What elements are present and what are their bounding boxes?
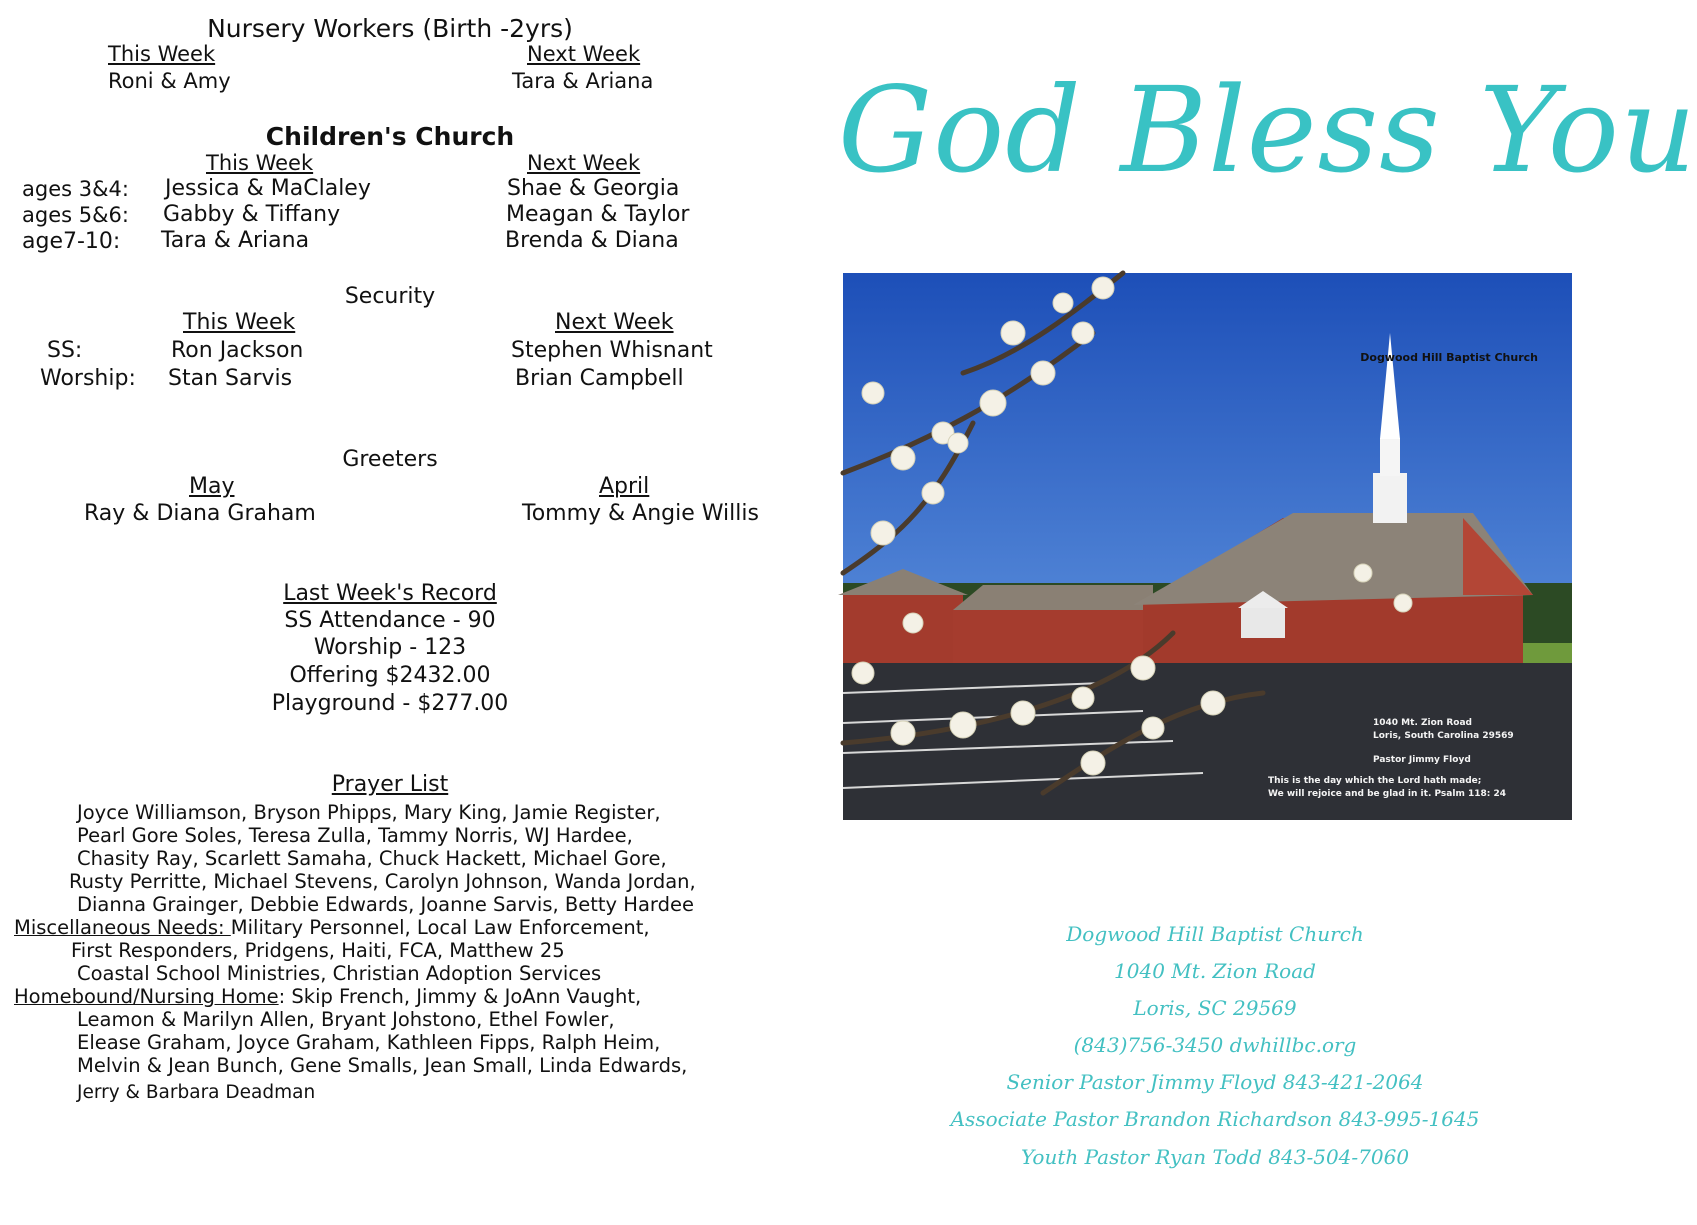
security-next-week-label: Next Week (555, 310, 674, 335)
contact-youth-pastor: Youth Pastor Ryan Todd 843-504-7060 (1020, 1145, 1410, 1169)
security-this-week-label: This Week (183, 310, 296, 335)
security-next-week-2: Brian Campbell (515, 366, 684, 391)
photo-verse-1: This is the day which the Lord hath made; (1268, 776, 1482, 786)
cc-next-week-3: Brenda & Diana (505, 228, 679, 253)
prayer-line-5: Dianna Grainger, Debbie Edwards, Joanne Sarvis, Betty Hardee (77, 893, 694, 916)
steeple-base (1373, 473, 1407, 523)
homebound-label: Homebound/Nursing Home (14, 985, 279, 1008)
prayer-title: Prayer List (331, 772, 449, 797)
cc-next-week-2: Meagan & Taylor (506, 202, 690, 227)
cc-next-week-label: Next Week (527, 151, 641, 175)
nursery-title: Nursery Workers (Birth -2yrs) (207, 14, 573, 43)
homebound-line-2: Leamon & Marilyn Allen, Bryant Johstono, Ethel Fowler, (77, 1008, 615, 1031)
security-title: Security (344, 284, 436, 309)
homebound-line-1 (14, 985, 641, 1008)
contact-church-name: Dogwood Hill Baptist Church (1066, 922, 1364, 946)
record-line-4: Playground - $277.00 (271, 691, 509, 716)
misc-needs-line-2: First Responders, Pridgens, Haiti, FCA, Matthew 25 (71, 939, 565, 962)
security-role-1: SS: (47, 338, 83, 363)
greeters-left-names: Ray & Diana Graham (84, 501, 316, 526)
childrens-church-title: Children's Church (265, 122, 515, 151)
greeters-title: Greeters (342, 447, 438, 472)
cc-next-week-1: Shae & Georgia (507, 176, 680, 201)
nursery-this-week-label: This Week (108, 42, 216, 66)
photo-verse-2: We will rejoice and be glad in it. Psalm 118: 24 (1268, 789, 1506, 799)
prayer-line-2: Pearl Gore Soles, Teresa Zulla, Tammy Norris, WJ Hardee, (77, 824, 633, 847)
contact-senior-pastor: Senior Pastor Jimmy Floyd 843-421-2064 (1006, 1070, 1424, 1094)
nursery-next-week-label: Next Week (527, 42, 641, 66)
cc-this-week-3: Tara & Ariana (161, 228, 310, 253)
record-line-2: Worship - 123 (313, 635, 467, 660)
misc-needs-label: Miscellaneous Needs: (14, 916, 231, 939)
contact-address: 1040 Mt. Zion Road (1114, 959, 1316, 983)
contact-city: Loris, SC 29569 (1133, 996, 1297, 1020)
security-role-2: Worship: (40, 366, 136, 391)
greeters-left-month: May (189, 474, 235, 499)
misc-needs-text-1: Military Personnel, Local Law Enforcement, (230, 916, 650, 939)
record-line-1: SS Attendance - 90 (284, 608, 496, 633)
cc-this-week-1: Jessica & MaClaley (165, 176, 371, 201)
contact-associate-pastor: Associate Pastor Brandon Richardson 843-995-1645 (950, 1107, 1480, 1131)
cc-age-row-1: ages 3&4: (22, 177, 129, 201)
security-next-week-1: Stephen Whisnant (511, 338, 713, 363)
homebound-text-1: : Skip French, Jimmy & JoAnn Vaught, (278, 985, 642, 1008)
prayer-line-3: Chasity Ray, Scarlett Samaha, Chuck Hackett, Michael Gore, (77, 847, 667, 870)
misc-needs-line-3: Coastal School Ministries, Christian Adoption Services (77, 962, 602, 985)
connector-roof (953, 585, 1153, 610)
steeple-tower (1380, 438, 1400, 476)
church-connector (953, 608, 1153, 663)
record-title: Last Week's Record (283, 581, 497, 606)
security-this-week-2: Stan Sarvis (168, 366, 293, 391)
photo-pastor: Pastor Jimmy Floyd (1373, 755, 1471, 765)
photo-address-1: 1040 Mt. Zion Road (1373, 718, 1472, 728)
photo-church-name: Dogwood Hill Baptist Church (1360, 351, 1538, 364)
security-this-week-1: Ron Jackson (171, 338, 304, 363)
god-bless-you-banner: God Bless You (838, 61, 1697, 199)
nursery-this-week: Roni & Amy (108, 69, 231, 93)
church-photo-illustration (843, 273, 1572, 820)
prayer-line-4: Rusty Perritte, Michael Stevens, Carolyn Johnson, Wanda Jordan, (69, 870, 696, 893)
photo-address-2: Loris, South Carolina 29569 (1373, 731, 1514, 741)
homebound-line-3: Elease Graham, Joyce Graham, Kathleen Fipps, Ralph Heim, (77, 1031, 661, 1054)
misc-needs-line-1 (14, 916, 650, 939)
portico (1241, 608, 1285, 638)
cc-this-week-2: Gabby & Tiffany (163, 202, 341, 227)
greeters-right-names: Tommy & Angie Willis (522, 501, 759, 526)
church-photo (843, 273, 1572, 820)
cc-age-row-2: ages 5&6: (22, 203, 129, 227)
homebound-line-5: Jerry & Barbara Deadman (77, 1082, 316, 1103)
greeters-right-month: April (599, 474, 650, 499)
homebound-line-4: Melvin & Jean Bunch, Gene Smalls, Jean Small, Linda Edwards, (77, 1054, 688, 1077)
cc-age-row-3: age7-10: (22, 229, 121, 254)
nursery-next-week: Tara & Ariana (512, 69, 654, 93)
record-line-3: Offering $2432.00 (289, 663, 491, 688)
cc-this-week-label: This Week (206, 151, 314, 175)
prayer-line-1: Joyce Williamson, Bryson Phipps, Mary King, Jamie Register, (77, 801, 661, 824)
contact-phone-web: (843)756-3450 dwhillbc.org (1073, 1033, 1357, 1057)
